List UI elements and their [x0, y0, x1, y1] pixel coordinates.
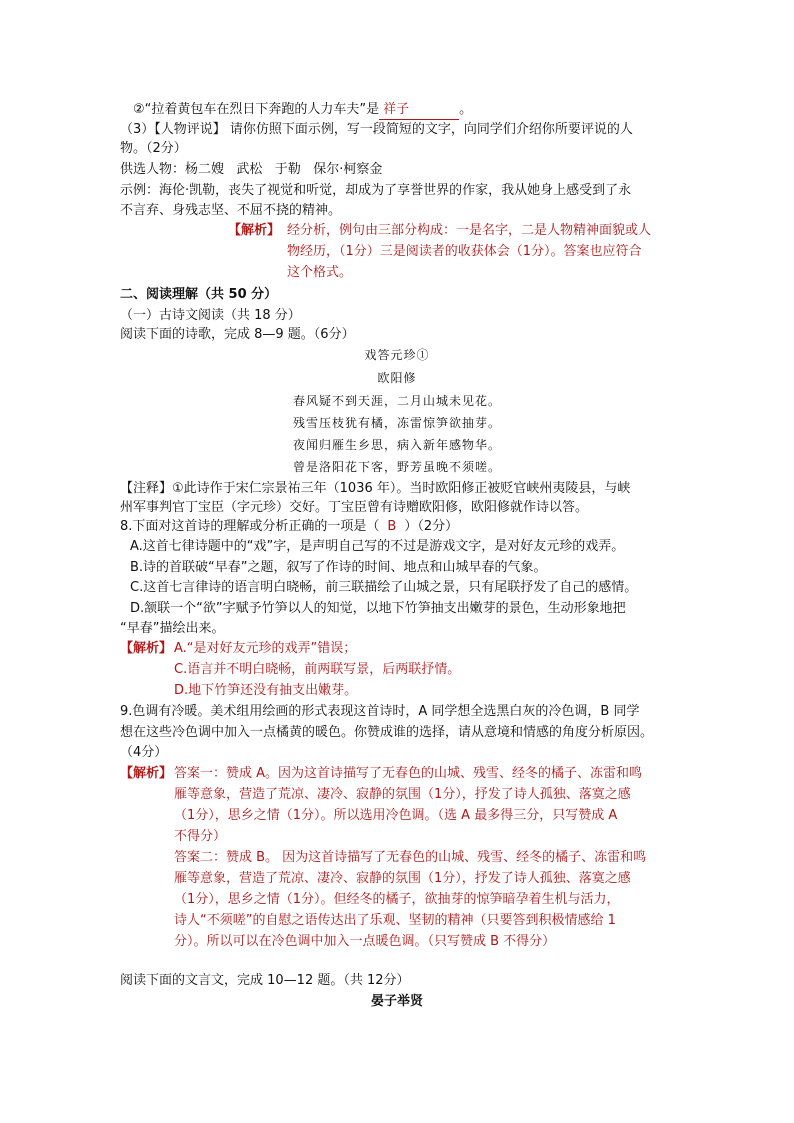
q8-option-d-2: “早春”描绘出来。	[120, 621, 225, 636]
q3-analysis-3: 这个格式。	[287, 265, 353, 280]
q9-answer2-4: 诗人“不须嗟”的自慰之语传达出了乐观、坚韧的精神（只要答到积极情感给 1	[174, 913, 616, 928]
q8-analysis-2: C.语言并不明白晓畅，前两联写景，后两联抒情。	[174, 662, 461, 677]
q8-stem	[120, 517, 458, 536]
q3-analysis-1: 经分析，例句由三部分构成：一是名字，二是人物精神面貌或人	[287, 223, 652, 238]
wenyan-title: 晏子举贤	[370, 994, 423, 1009]
q9-answer1-1: 答案一：赞成 A。因为这首诗描写了无春色的山城、残雪、经冬的橘子、冻雷和鸣	[174, 766, 643, 781]
section-2-title: 二、阅读理解（共 50 分）	[120, 287, 278, 302]
q2-line	[133, 100, 472, 120]
note-line-1: 【注释】①此诗作于宋仁宗景祐三年（1036 年）。当时欧阳修正被贬官峡州夷陵县，与峡	[120, 481, 631, 496]
poem-line-2: 残雪压枝犹有橘，冻雷惊笋欲抽芽。	[292, 416, 501, 430]
q9-answer1-4: 不得分）	[174, 829, 227, 844]
q9-answer2-1: 答案二：赞成 B。 因为这首诗描写了无春色的山城、残雪、经冬的橘子、冻雷和鸣	[174, 850, 647, 865]
q8-option-b: B.诗的首联破“早春”之题，叙写了作诗的时间、地点和山城早春的气象。	[130, 560, 547, 575]
poem-instruction: 阅读下面的诗歌，完成 8—9 题。（6分）	[120, 327, 355, 342]
poem-title: 戏答元珍①	[364, 348, 430, 362]
q3-analysis-tag: 【解析】	[228, 223, 281, 238]
poem-author: 欧阳修	[377, 371, 417, 385]
q2-suffix: 。	[459, 102, 473, 117]
q3-candidates: 供选人物：杨二嫂 武松 于勒 保尔·柯察金	[120, 162, 383, 177]
section-2-sub-1: （一）古诗文阅读（共 18 分）	[120, 308, 301, 323]
q9-answer2-3: （1分），思乡之情（1分）。但经冬的橘子，欲抽芽的惊笋暗孕着生机与活力，	[174, 892, 620, 907]
poem-line-4: 曾是洛阳花下客，野芳虽晚不须嗟。	[292, 460, 501, 474]
q9-stem-2: 想在这些冷色调中加入一点橘黄的暖色。你赞成谁的选择，请从意境和情感的角度分析原因。	[120, 725, 654, 740]
q3-line-2: 物。（2分）	[120, 141, 187, 156]
q2-answer: 祥子	[379, 100, 459, 120]
q9-stem-3: （4分）	[120, 745, 168, 760]
q9-answer2-2: 雁等意象，营造了荒凉、凄冷、寂静的氛围（1分），抒发了诗人孤独、落寞之感	[174, 871, 631, 886]
q9-analysis-tag: 【解析】	[120, 766, 173, 781]
q2-prefix: ②“拉着黄包车在烈日下奔跑的人力车夫”是	[133, 102, 380, 117]
q8-answer: B	[387, 519, 397, 534]
q9-stem-1: 9.色调有冷暖。美术组用绘画的形式表现这首诗时，A 同学想全选黑白灰的冷色调，B 同学	[120, 704, 640, 719]
q3-example-1: 示例：海伦·凯勒，丧失了视觉和听觉，却成为了享誉世界的作家，我从她身上感受到了永	[120, 183, 632, 198]
q8-stem-a: 8.下面对这首诗的理解或分析正确的一项是（	[120, 519, 380, 534]
poem-line-1: 春风疑不到天涯，二月山城未见花。	[292, 394, 501, 408]
poem-line-3: 夜闻归雁生乡思，病入新年感物华。	[292, 438, 501, 452]
wenyan-instruction: 阅读下面的文言文，完成 10—12 题。（共 12分）	[120, 973, 410, 988]
q9-answer1-2: 雁等意象，营造了荒凉、凄冷、寂静的氛围（1分），抒发了诗人孤独、落寞之感	[174, 787, 631, 802]
q8-option-d-1: D.颔联一个“欲”字赋予竹笋以人的知觉，以地下竹笋抽支出嫩芽的景色，生动形象地把	[130, 601, 626, 616]
q8-analysis-1: A.“是对好友元珍的戏弄”错误；	[174, 641, 357, 656]
q3-example-2: 不言弃、身残志坚、不屈不挠的精神。	[120, 203, 342, 218]
note-line-2: 州军事判官丁宝臣（字元珍）交好。丁宝臣曾有诗赠欧阳修，欧阳修就作诗以答。	[120, 500, 589, 515]
q8-stem-b: ）（2分）	[404, 519, 459, 534]
q3-line-1: （3）【人物评说】 请你仿照下面示例，写一段简短的文字，向同学们介绍你所要评说的人	[120, 122, 633, 137]
q8-option-c: C.这首七言律诗的语言明白晓畅，前三联描绘了山城之景，只有尾联抒发了自己的感情。	[130, 580, 638, 595]
q9-answer2-5: 分）。所以可以在冷色调中加入一点暖色调。（只写赞成 B 不得分）	[174, 934, 556, 949]
q9-answer1-3: （1分），思乡之情（1分）。所以选用冷色调。（选 A 最多得三分，只写赞成 A	[174, 808, 618, 823]
q8-analysis-3: D.地下竹笋还没有抽支出嫩芽。	[174, 683, 358, 698]
q3-analysis-2: 物经历，（1分）三是阅读者的收获体会（1分）。答案也应符合	[287, 244, 642, 259]
q8-option-a: A.这首七律诗题中的“戏”字，是声明自己写的不过是游戏文字，是对好友元珍的戏弄。	[130, 539, 625, 554]
q8-analysis-tag: 【解析】	[120, 641, 173, 656]
